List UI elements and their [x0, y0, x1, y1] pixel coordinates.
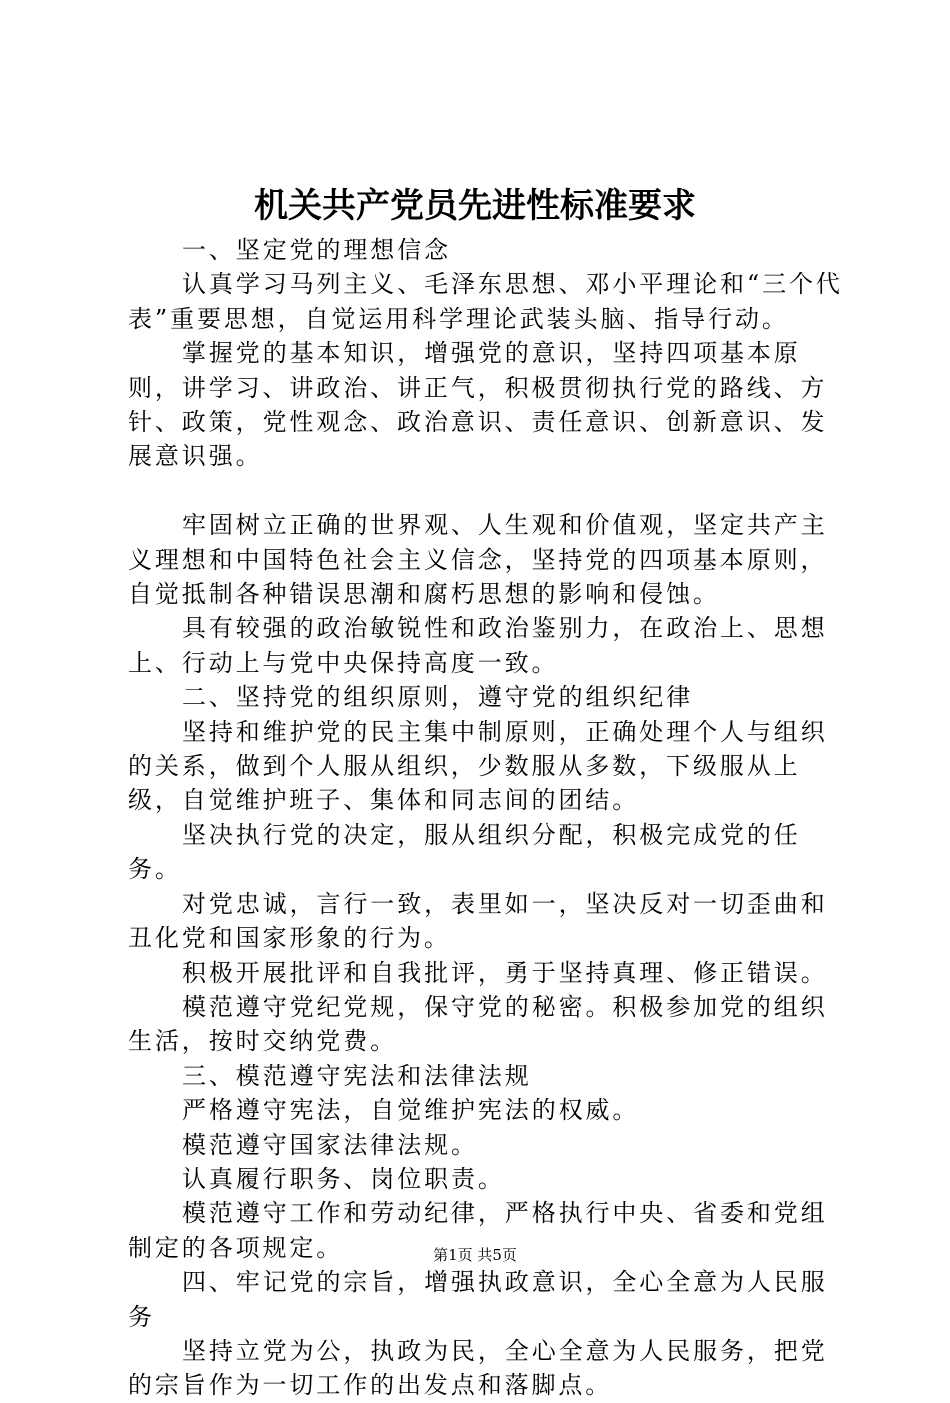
section-heading-3: 三、模范遵守宪法和法律法规	[182, 1061, 532, 1090]
paragraph: 模范遵守党纪党规，保守党的秘密。积极参加党的组织生活，按时交纳党费。	[128, 992, 828, 1056]
paragraph: 坚持和维护党的民主集中制原则，正确处理个人与组织的关系，做到个人服从组织，少数服从多数，下级服从上级，自觉维护班子、集体和同志间的团结。	[128, 717, 828, 815]
paragraph: 具有较强的政治敏锐性和政治鉴别力，在政治上、思想上、行动上与党中央保持高度一致。	[128, 614, 828, 677]
paragraph: 严格遵守宪法，自觉维护宪法的权威。	[182, 1096, 640, 1125]
document-body	[128, 233, 850, 1403]
paragraph: 坚决执行党的决定，服从组织分配，积极完成党的任务。	[128, 820, 801, 884]
paragraph: 认真履行职务、岗位职责。	[182, 1164, 505, 1193]
document-title: 机关共产党员先进性标准要求	[254, 186, 696, 226]
page-footer: 第1页 共5页	[433, 1246, 517, 1264]
paragraph: 坚持立党为公，执政为民，全心全意为人民服务，把党的宗旨作为一切工作的出发点和落脚点。	[128, 1336, 828, 1400]
paragraph: 模范遵守国家法律法规。	[182, 1130, 478, 1159]
paragraph: 认真学习马列主义、毛泽东思想、邓小平理论和“三个代表”重要思想，自觉运用科学理论武装头脑、指导行动。	[128, 270, 843, 333]
section-heading-2: 二、坚持党的组织原则，遵守党的组织纪律	[182, 683, 694, 712]
paragraph: 积极开展批评和自我批评，勇于坚持真理、修正错误。	[182, 958, 828, 987]
paragraph: 牢固树立正确的世界观、人生观和价值观，坚定共产主义理想和中国特色社会主义信念，坚持党的四项基本原则，自觉抵制各种错误思潮和腐朽思想的影响和侵蚀。	[128, 511, 828, 609]
paragraph: 模范遵守工作和劳动纪律，严格执行中央、省委和党组制定的各项规定。	[128, 1199, 828, 1262]
paragraph: 对党忠诚，言行一致，表里如一，坚决反对一切歪曲和丑化党和国家形象的行为。	[128, 889, 828, 953]
paragraph: 掌握党的基本知识，增强党的意识，坚持四项基本原则，讲学习、讲政治、讲正气，积极贯彻执行党的路线、方针、政策，党性观念、政治意识、责任意识、创新意识、发展意识强。	[128, 339, 828, 471]
section-heading-4: 四、牢记党的宗旨，增强执政意识，全心全意为人民服务	[128, 1268, 828, 1331]
section-heading-1: 一、坚定党的理想信念	[182, 236, 451, 264]
